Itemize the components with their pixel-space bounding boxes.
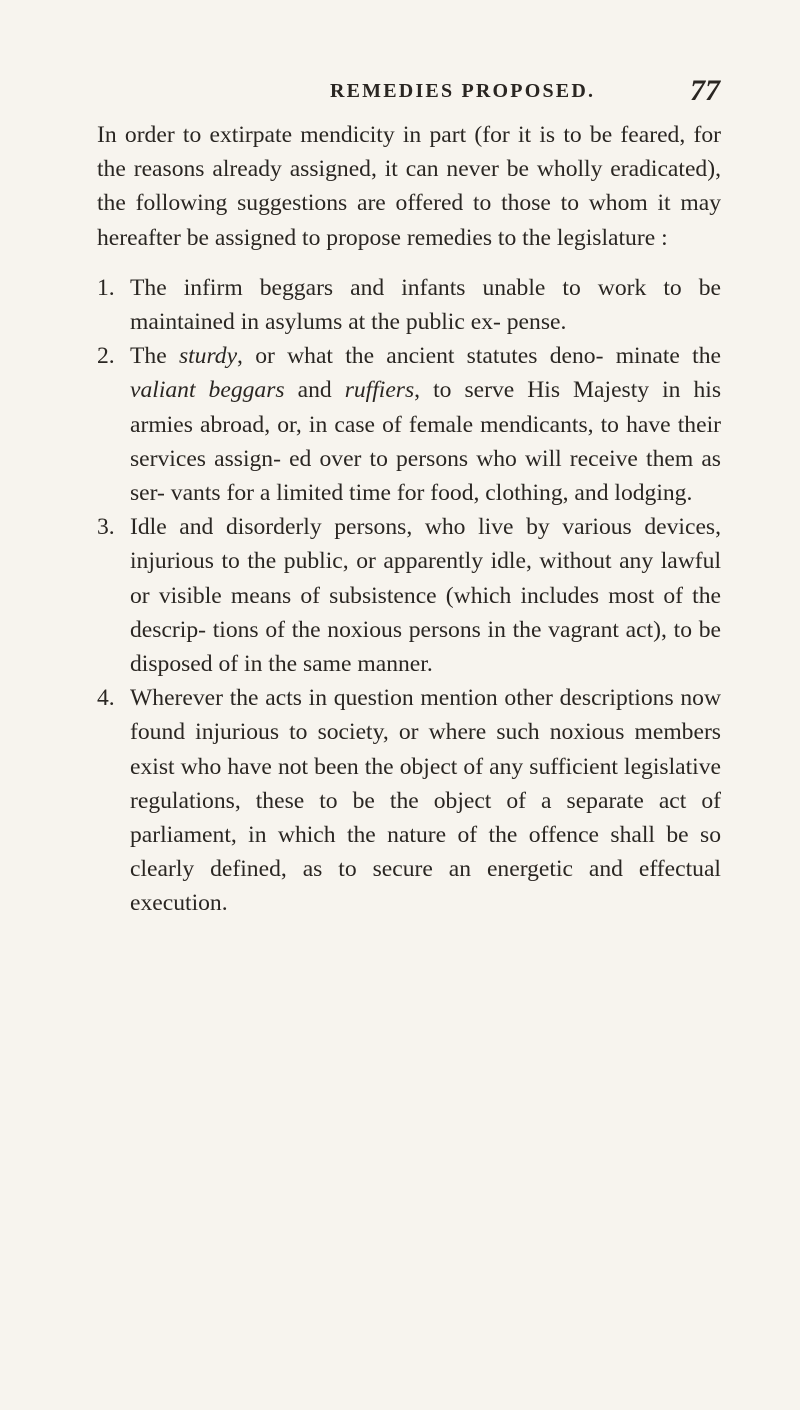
item-text-part: , or what the ancient statutes deno- minate the	[237, 343, 721, 370]
item-text-part: and	[284, 377, 345, 404]
item-italic-term: valiant beggars	[130, 377, 285, 404]
running-title: REMEDIES PROPOSED.	[330, 80, 596, 102]
item-italic-term: sturdy	[178, 343, 238, 370]
item-number: 4.	[97, 685, 115, 712]
item-number: 2.	[97, 343, 115, 370]
item-text-part: The	[130, 343, 179, 370]
list-item	[97, 681, 721, 920]
page-number: 77	[690, 74, 720, 107]
item-italic-term: ruffiers	[344, 377, 415, 404]
list-item	[97, 510, 721, 681]
item-text: Idle and disorderly persons, who live by various devices, injurious to the public, or apparently idle, without any lawful or visible means of subsistence (which includes most of the descrip- tions of the noxious persons in the vagrant act), to be disposed of in the same manner.	[130, 514, 721, 678]
item-text: Wherever the acts in question mention other descriptions now found injurious to society, or where such noxious members exist who have not been the object of any sufficient legislative regulations, these to be the object of a separate act of parliament, in which the nature of the offence shall be so clearly defined, as to secure an energetic and effectual execution.	[130, 685, 721, 917]
page-body	[97, 118, 721, 921]
item-text: The infirm beggars and infants unable to work to be maintained in asylums at the public ex- pense.	[130, 274, 721, 336]
list-item	[97, 271, 721, 339]
list-item	[97, 339, 721, 510]
remedies-list	[97, 271, 721, 921]
item-text-part: , to serve His Majesty in his armies abroad, or, in case of female mendicants, to have their services assign- ed over to persons who will receive them as ser- vants for a limited time for food, clothing, and lodging.	[130, 377, 721, 507]
item-number: 1.	[97, 274, 115, 301]
intro-paragraph: In order to extirpate mendicity in part (for it is to be feared, for the reasons already assigned, it can never be wholly eradicated), the following suggestions are offered to those to whom it may hereafter be assigned to propose remedies to the legislature :	[97, 122, 721, 251]
running-head	[330, 74, 730, 118]
item-number: 3.	[97, 514, 115, 541]
